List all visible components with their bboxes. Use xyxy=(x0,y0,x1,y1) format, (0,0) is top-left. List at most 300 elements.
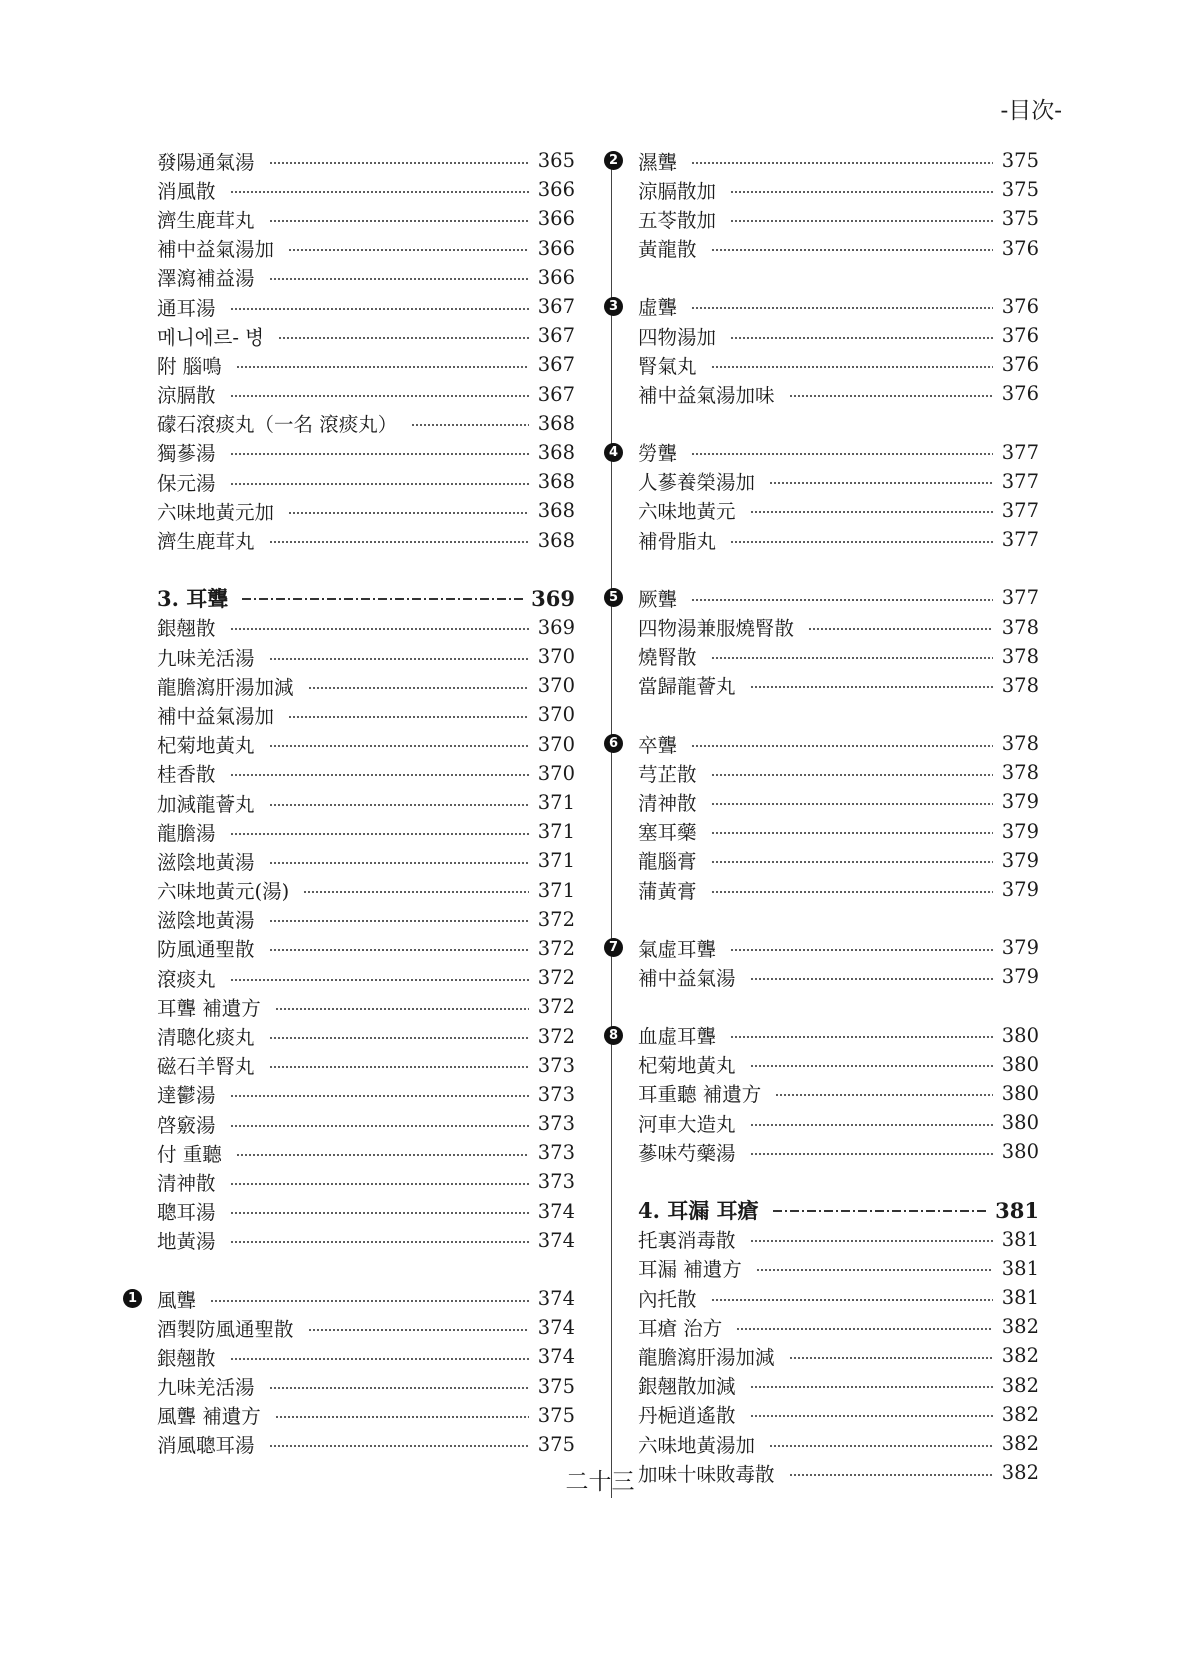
entry-label: 塞耳藥 xyxy=(638,821,697,845)
entry-page-number: 370 xyxy=(537,674,575,698)
page-number: 二十三 xyxy=(565,1469,635,1495)
toc-section-heading[interactable] xyxy=(157,584,575,613)
entry-label: 卒聾 xyxy=(638,733,678,757)
entry-page-number: 378 xyxy=(1001,673,1039,697)
dot-leader xyxy=(750,1386,993,1388)
entry-label: 磁石羊腎丸 xyxy=(157,1055,255,1079)
entry-label: 芎芷散 xyxy=(638,762,697,786)
entry-lead xyxy=(604,938,638,957)
toc-entry[interactable] xyxy=(157,1313,575,1342)
column-divider xyxy=(611,158,612,1498)
dot-leader xyxy=(730,1036,993,1038)
group-gap xyxy=(638,554,1039,583)
dot-leader xyxy=(230,453,529,455)
dot-leader xyxy=(711,832,993,834)
entry-page-number: 370 xyxy=(537,645,575,669)
toc-subsection-heading[interactable] xyxy=(608,933,1039,962)
entry-page-number: 371 xyxy=(537,820,575,844)
entry-page-number: 374 xyxy=(537,1199,575,1223)
dot-leader xyxy=(269,541,529,543)
entry-label: 澤瀉補益湯 xyxy=(157,267,255,291)
toc-entry[interactable] xyxy=(157,350,575,379)
toc-subsection-heading[interactable] xyxy=(127,1284,575,1313)
entry-label: 獨蔘湯 xyxy=(157,442,216,466)
entry-page-number: 371 xyxy=(537,878,575,902)
dot-leader xyxy=(269,920,529,922)
dot-leader xyxy=(230,774,529,776)
entry-label: 清神散 xyxy=(638,791,697,815)
toc-entry[interactable] xyxy=(157,963,575,992)
dot-leader xyxy=(411,424,529,426)
entry-label: 達鬱湯 xyxy=(157,1084,216,1108)
entry-page-number: 374 xyxy=(537,1316,575,1340)
entry-page-number: 367 xyxy=(537,382,575,406)
toc-entry[interactable] xyxy=(638,467,1039,496)
entry-label: 銀翹散 xyxy=(157,617,216,641)
entry-page-number: 374 xyxy=(537,1287,575,1311)
toc-entry[interactable] xyxy=(638,204,1039,233)
entry-label: 六味地黃元(湯) xyxy=(157,880,290,904)
entry-label: 酒製防風通聖散 xyxy=(157,1317,294,1341)
entry-label: 銀翹散加減 xyxy=(638,1375,736,1399)
dot-leader xyxy=(775,1094,993,1096)
dot-leader xyxy=(750,1124,993,1126)
toc-entry[interactable] xyxy=(157,876,575,905)
entry-label: 杞菊地黃丸 xyxy=(638,1054,736,1078)
toc-entry[interactable] xyxy=(157,642,575,671)
entry-label: 九味羌活湯 xyxy=(157,1376,255,1400)
toc-entry[interactable] xyxy=(638,1283,1039,1312)
entry-page-number: 380 xyxy=(1001,1081,1039,1105)
entry-label: 當歸龍薈丸 xyxy=(638,675,736,699)
entry-label: 勞聾 xyxy=(638,442,678,466)
toc-entry[interactable] xyxy=(157,934,575,963)
entry-label: 九味羌活湯 xyxy=(157,646,255,670)
toc-entry[interactable] xyxy=(638,642,1039,671)
dot-leader xyxy=(730,949,993,951)
entry-label: 四物湯加 xyxy=(638,325,717,349)
toc-section-heading[interactable] xyxy=(638,1195,1039,1224)
toc-entry[interactable] xyxy=(638,1225,1039,1254)
toc-entry[interactable] xyxy=(638,787,1039,816)
page-header-title: -目次- xyxy=(1000,98,1062,124)
dot-leader xyxy=(730,191,993,193)
entry-page-number: 375 xyxy=(1001,149,1039,173)
toc-entry[interactable] xyxy=(157,438,575,467)
entry-label: 風聾 xyxy=(157,1288,197,1312)
entry-page-number: 366 xyxy=(537,265,575,289)
entry-label: 補中益氣湯加 xyxy=(157,238,275,262)
dot-leader xyxy=(691,307,993,309)
toc-entry[interactable] xyxy=(157,292,575,321)
toc-entry[interactable] xyxy=(157,204,575,233)
entry-page-number: 372 xyxy=(537,936,575,960)
toc-subsection-heading[interactable] xyxy=(608,729,1039,758)
group-gap xyxy=(638,1166,1039,1195)
dot-leader xyxy=(750,1065,993,1067)
toc-subsection-heading[interactable] xyxy=(608,292,1039,321)
entry-label: 河車大造丸 xyxy=(638,1112,736,1136)
dot-leader xyxy=(230,1183,529,1185)
toc-entry[interactable] xyxy=(157,1051,575,1080)
group-gap xyxy=(638,700,1039,729)
dot-leader xyxy=(269,220,529,222)
entry-label: 補中益氣湯加味 xyxy=(638,383,775,407)
toc-entry[interactable] xyxy=(157,409,575,438)
entry-page-number: 368 xyxy=(537,470,575,494)
entry-label: 托裏消毒散 xyxy=(638,1229,736,1253)
dot-leader xyxy=(269,804,529,806)
entry-page-number: 365 xyxy=(537,149,575,173)
entry-label: 銀翹散 xyxy=(157,1346,216,1370)
entry-label: 地黃湯 xyxy=(157,1230,216,1254)
entry-label: 滋陰地黃湯 xyxy=(157,909,255,933)
numbered-circle-badge: 3 xyxy=(604,297,623,316)
toc-entry[interactable] xyxy=(638,1429,1039,1458)
toc-entry[interactable] xyxy=(638,962,1039,991)
dot-leader xyxy=(711,774,993,776)
dot-leader xyxy=(230,395,529,397)
toc-entry[interactable] xyxy=(638,1079,1039,1108)
entry-page-number: 382 xyxy=(1001,1461,1039,1485)
entry-label: 風聾 補遺方 xyxy=(157,1405,261,1429)
entry-page-number: 377 xyxy=(1001,469,1039,493)
entry-page-number: 373 xyxy=(537,1053,575,1077)
entry-label: 血虛耳聾 xyxy=(638,1025,717,1049)
entry-page-number: 376 xyxy=(1001,353,1039,377)
entry-page-number: 376 xyxy=(1001,382,1039,406)
toc-entry[interactable] xyxy=(638,234,1039,263)
entry-lead xyxy=(604,1026,638,1045)
numbered-circle-badge: 8 xyxy=(604,1026,623,1045)
entry-page-number: 366 xyxy=(537,236,575,260)
toc-entry[interactable] xyxy=(638,321,1039,350)
toc-entry[interactable] xyxy=(157,759,575,788)
toc-entry[interactable] xyxy=(638,612,1039,641)
toc-subsection-heading[interactable] xyxy=(608,583,1039,612)
entry-label: 發陽通氣湯 xyxy=(157,150,255,174)
entry-label: 五苓散加 xyxy=(638,208,717,232)
entry-label: 氣虛耳聾 xyxy=(638,937,717,961)
entry-label: 六味地黃元 xyxy=(638,500,736,524)
toc-entry[interactable] xyxy=(157,263,575,292)
entry-label: 耳聾 補遺方 xyxy=(157,996,261,1020)
entry-label: 濟生鹿茸丸 xyxy=(157,530,255,554)
dot-leader xyxy=(288,249,529,251)
entry-page-number: 380 xyxy=(1001,1023,1039,1047)
toc-entry[interactable] xyxy=(638,379,1039,408)
entry-lead xyxy=(604,443,638,462)
dot-leader xyxy=(750,1415,993,1417)
numbered-circle-badge: 7 xyxy=(604,938,623,957)
entry-page-number: 378 xyxy=(1001,761,1039,785)
toc-entry[interactable] xyxy=(157,1080,575,1109)
toc-entry[interactable] xyxy=(157,1021,575,1050)
dot-leader xyxy=(230,308,529,310)
entry-page-number: 382 xyxy=(1001,1432,1039,1456)
entry-page-number: 367 xyxy=(537,353,575,377)
numbered-circle-badge: 4 xyxy=(604,443,623,462)
dot-leader xyxy=(269,278,529,280)
entry-label: 龍膽湯 xyxy=(157,821,216,845)
toc-entry[interactable] xyxy=(157,1342,575,1371)
entry-lead xyxy=(604,588,638,607)
dot-leader xyxy=(750,511,993,513)
toc-entry[interactable] xyxy=(638,671,1039,700)
entry-label: 付 重聽 xyxy=(157,1142,222,1166)
dot-leader xyxy=(210,1300,529,1302)
dot-leader xyxy=(750,1153,993,1155)
entry-page-number: 370 xyxy=(537,761,575,785)
toc-entry[interactable] xyxy=(638,496,1039,525)
entry-page-number: 376 xyxy=(1001,236,1039,260)
entry-page-number: 372 xyxy=(537,966,575,990)
toc-entry[interactable] xyxy=(638,1400,1039,1429)
dot-leader xyxy=(691,453,993,455)
toc-entry[interactable] xyxy=(638,350,1039,379)
toc-entry[interactable] xyxy=(157,175,575,204)
entry-page-number: 368 xyxy=(537,411,575,435)
entry-page-number: 369 xyxy=(531,585,575,611)
toc-entry[interactable] xyxy=(638,525,1039,554)
dot-leader xyxy=(269,1387,529,1389)
toc-entry[interactable] xyxy=(157,1109,575,1138)
toc-entry[interactable] xyxy=(638,175,1039,204)
dot-leader xyxy=(230,191,529,193)
numbered-circle-badge: 2 xyxy=(604,151,623,170)
toc-entry[interactable] xyxy=(638,817,1039,846)
toc-entry[interactable] xyxy=(157,730,575,759)
toc-entry[interactable] xyxy=(638,758,1039,787)
entry-label: 滋陰地黃湯 xyxy=(157,850,255,874)
toc-subsection-heading[interactable] xyxy=(608,146,1039,175)
dot-leader xyxy=(269,1037,529,1039)
entry-page-number: 368 xyxy=(537,499,575,523)
toc-entry[interactable] xyxy=(157,146,575,175)
entry-label: 附 腦鳴 xyxy=(157,354,222,378)
entry-label: 通耳湯 xyxy=(157,296,216,320)
toc-entry[interactable] xyxy=(638,1050,1039,1079)
toc-entry[interactable] xyxy=(157,788,575,817)
toc-entry[interactable] xyxy=(638,1312,1039,1341)
entry-page-number: 368 xyxy=(537,528,575,552)
entry-page-number: 369 xyxy=(537,615,575,639)
entry-page-number: 373 xyxy=(537,1112,575,1136)
dot-leader xyxy=(736,1328,993,1330)
entry-page-number: 375 xyxy=(537,1403,575,1427)
toc-entry[interactable] xyxy=(157,992,575,1021)
entry-label: 加減龍薈丸 xyxy=(157,792,255,816)
entry-label: 耳重聽 補遺方 xyxy=(638,1083,762,1107)
entry-page-number: 370 xyxy=(537,732,575,756)
toc-column-right xyxy=(608,146,1039,1487)
entry-page-number: 382 xyxy=(1001,1402,1039,1426)
dot-leader xyxy=(691,745,993,747)
entry-label: 濟生鹿茸丸 xyxy=(157,208,255,232)
toc-entry[interactable] xyxy=(157,525,575,554)
dot-leader xyxy=(288,512,529,514)
entry-page-number: 367 xyxy=(537,324,575,348)
entry-label: 丹梔逍遙散 xyxy=(638,1404,736,1428)
entry-page-number: 381 xyxy=(1001,1227,1039,1251)
dot-leader xyxy=(711,861,993,863)
entry-page-number: 379 xyxy=(1001,848,1039,872)
toc-subsection-heading[interactable] xyxy=(608,438,1039,467)
toc-entry[interactable] xyxy=(157,1401,575,1430)
entry-page-number: 382 xyxy=(1001,1373,1039,1397)
toc-entry[interactable] xyxy=(638,875,1039,904)
group-gap xyxy=(157,1255,575,1284)
toc-entry[interactable] xyxy=(157,496,575,525)
dot-leader xyxy=(711,1299,993,1301)
entry-page-number: 378 xyxy=(1001,615,1039,639)
entry-page-number: 380 xyxy=(1001,1140,1039,1164)
dot-leader xyxy=(711,366,993,368)
toc-entry[interactable] xyxy=(157,1430,575,1459)
dot-leader xyxy=(691,599,993,601)
numbered-circle-badge: 1 xyxy=(123,1289,142,1308)
group-gap xyxy=(638,992,1039,1021)
entry-page-number: 377 xyxy=(1001,586,1039,610)
entry-label: 滾痰丸 xyxy=(157,967,216,991)
toc-entry[interactable] xyxy=(157,905,575,934)
entry-label: 啓竅湯 xyxy=(157,1113,216,1137)
toc-column-left xyxy=(127,146,575,1459)
dot-leader xyxy=(711,891,993,893)
entry-label: 龍腦膏 xyxy=(638,850,697,874)
entry-label: 腎氣丸 xyxy=(638,354,697,378)
toc-entry[interactable] xyxy=(157,700,575,729)
dot-leader xyxy=(278,337,529,339)
entry-label: 4. 耳漏 耳瘡 xyxy=(638,1198,759,1224)
entry-label: 涼膈散 xyxy=(157,384,216,408)
dot-leader xyxy=(730,337,993,339)
dot-leader xyxy=(269,162,529,164)
entry-label: 聰耳湯 xyxy=(157,1201,216,1225)
dot-leader xyxy=(269,745,529,747)
dot-leader xyxy=(242,598,525,600)
entry-label: 黃龍散 xyxy=(638,238,697,262)
entry-lead xyxy=(123,1289,157,1308)
entry-label: 涼膈散加 xyxy=(638,179,717,203)
entry-page-number: 373 xyxy=(537,1082,575,1106)
toc-entry[interactable] xyxy=(638,1341,1039,1370)
toc-entry[interactable] xyxy=(157,671,575,700)
entry-page-number: 378 xyxy=(1001,732,1039,756)
entry-page-number: 381 xyxy=(995,1197,1039,1223)
dot-leader xyxy=(269,949,529,951)
dot-leader xyxy=(275,1008,529,1010)
entry-page-number: 366 xyxy=(537,178,575,202)
toc-entry[interactable] xyxy=(157,1372,575,1401)
entry-label: 補骨脂丸 xyxy=(638,529,717,553)
entry-label: 燒腎散 xyxy=(638,646,697,670)
toc-entry[interactable] xyxy=(638,1254,1039,1283)
entry-lead xyxy=(604,734,638,753)
group-gap xyxy=(638,904,1039,933)
toc-entry[interactable] xyxy=(157,234,575,263)
entry-label: 補中益氣湯加 xyxy=(157,704,275,728)
entry-page-number: 379 xyxy=(1001,878,1039,902)
entry-label: 六味地黃元加 xyxy=(157,500,275,524)
group-gap xyxy=(638,409,1039,438)
dot-leader xyxy=(230,1241,529,1243)
dot-leader xyxy=(789,395,993,397)
dot-leader xyxy=(236,1154,529,1156)
dot-leader xyxy=(303,891,529,893)
entry-page-number: 381 xyxy=(1001,1286,1039,1310)
dot-leader xyxy=(711,249,993,251)
toc-entry[interactable] xyxy=(638,846,1039,875)
toc-entry[interactable] xyxy=(157,467,575,496)
entry-label: 厥聾 xyxy=(638,587,678,611)
entry-label: 龍膽瀉肝湯加減 xyxy=(157,675,294,699)
entry-page-number: 372 xyxy=(537,1024,575,1048)
entry-page-number: 382 xyxy=(1001,1344,1039,1368)
dot-leader xyxy=(773,1210,990,1212)
dot-leader xyxy=(730,220,993,222)
dot-leader xyxy=(230,1358,529,1360)
entry-page-number: 377 xyxy=(1001,528,1039,552)
toc-subsection-heading[interactable] xyxy=(608,1021,1039,1050)
entry-page-number: 366 xyxy=(537,207,575,231)
entry-page-number: 377 xyxy=(1001,440,1039,464)
entry-page-number: 378 xyxy=(1001,644,1039,668)
entry-label: 3. 耳聾 xyxy=(157,586,229,612)
entry-label: 六味地黃湯加 xyxy=(638,1433,756,1457)
dot-leader xyxy=(230,628,529,630)
entry-page-number: 373 xyxy=(537,1141,575,1165)
dot-leader xyxy=(730,541,993,543)
dot-leader xyxy=(711,657,993,659)
toc-entry[interactable] xyxy=(157,613,575,642)
toc-entry[interactable] xyxy=(157,846,575,875)
toc-entry[interactable] xyxy=(157,1226,575,1255)
dot-leader xyxy=(230,1125,529,1127)
entry-label: 加味十味敗毒散 xyxy=(638,1462,775,1486)
entry-label: 蔘味芍藥湯 xyxy=(638,1141,736,1165)
entry-page-number: 376 xyxy=(1001,294,1039,318)
dot-leader xyxy=(230,979,529,981)
entry-page-number: 368 xyxy=(537,440,575,464)
toc-entry[interactable] xyxy=(157,1197,575,1226)
entry-page-number: 376 xyxy=(1001,324,1039,348)
entry-page-number: 373 xyxy=(537,1170,575,1194)
entry-label: 礞石滾痰丸（一名 滾痰丸） xyxy=(157,413,398,437)
dot-leader xyxy=(750,978,993,980)
entry-page-number: 379 xyxy=(1001,936,1039,960)
toc-entry[interactable] xyxy=(157,817,575,846)
entry-page-number: 375 xyxy=(537,1374,575,1398)
toc-entry[interactable] xyxy=(157,380,575,409)
toc-entry[interactable] xyxy=(157,321,575,350)
group-gap xyxy=(638,263,1039,292)
numbered-circle-badge: 6 xyxy=(604,734,623,753)
toc-entry[interactable] xyxy=(638,1371,1039,1400)
toc-entry[interactable] xyxy=(638,1108,1039,1137)
entry-label: 消風散 xyxy=(157,179,216,203)
toc-entry[interactable] xyxy=(157,1167,575,1196)
toc-entry[interactable] xyxy=(157,1138,575,1167)
entry-page-number: 375 xyxy=(1001,207,1039,231)
entry-label: 龍膽瀉肝湯加減 xyxy=(638,1345,775,1369)
dot-leader xyxy=(269,862,529,864)
dot-leader xyxy=(308,687,529,689)
dot-leader xyxy=(269,658,529,660)
entry-label: 四物湯兼服燒腎散 xyxy=(638,617,795,641)
toc-entry[interactable] xyxy=(638,1137,1039,1166)
dot-leader xyxy=(275,1416,529,1418)
